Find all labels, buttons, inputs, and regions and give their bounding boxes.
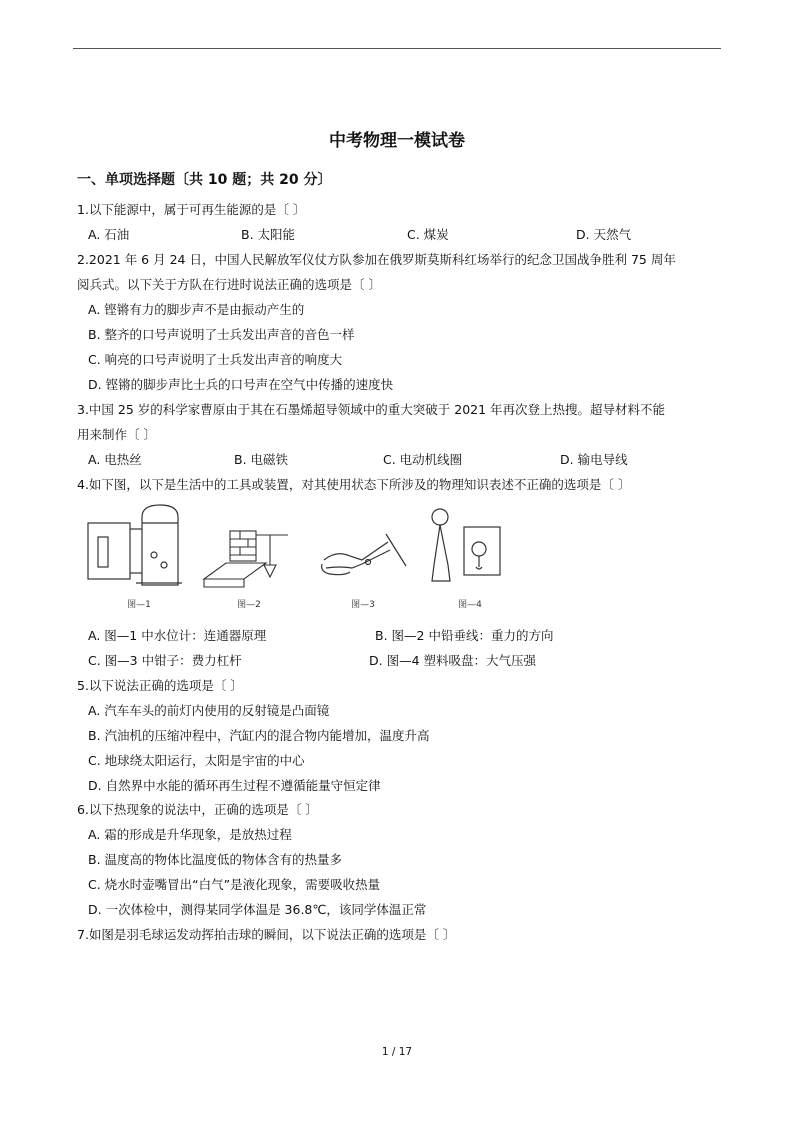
page-title: 中考物理一模试卷 xyxy=(329,131,465,151)
q4-option-b: B. 图—2 中铅垂线：重力的方向 xyxy=(375,628,554,643)
q6-option-c: C. 烧水时壶嘴冒出“白气”是液化现象，需要吸收热量 xyxy=(88,877,381,892)
question-1-stem: 1.以下能源中，属于可再生能源的是〔 〕 xyxy=(77,202,306,217)
q6-option-d: D. 一次体检中，测得某同学体温是 36.8℃，该同学体温正常 xyxy=(88,902,427,917)
q5-option-b: B. 汽油机的压缩冲程中，汽缸内的混合物内能增加，温度升高 xyxy=(88,728,430,743)
q1-option-c: C. 煤炭 xyxy=(407,227,449,242)
question-2-stem-line1: 2.2021 年 6 月 24 日，中国人民解放军仪仗方队参加在俄罗斯莫斯科红场举行的纪念卫国战争胜利 75 周年 xyxy=(77,252,676,267)
question-5-stem: 5.以下说法正确的选项是〔 〕 xyxy=(77,678,243,693)
q5-option-d: D. 自然界中水能的循环再生过程不遵循能量守恒定律 xyxy=(88,778,381,793)
figure-1-caption: 图—1 xyxy=(127,600,151,610)
q3-option-a: A. 电热丝 xyxy=(88,452,142,467)
q2-option-c: C. 响亮的口号声说明了士兵发出声音的响度大 xyxy=(88,352,343,367)
figure-3-pliers xyxy=(316,520,412,590)
section-heading: 一、单项选择题〔共 10 题；共 20 分〕 xyxy=(77,172,332,188)
question-2-stem-line2: 阅兵式。以下关于方队在行进时说法正确的选项是〔 〕 xyxy=(77,277,381,292)
q1-option-a: A. 石油 xyxy=(88,227,130,242)
q4-option-c: C. 图—3 中钳子：费力杠杆 xyxy=(88,653,242,668)
q2-option-a: A. 铿锵有力的脚步声不是由振动产生的 xyxy=(88,302,305,317)
q1-option-b: B. 太阳能 xyxy=(241,227,296,242)
question-7-stem: 7.如图是羽毛球运发动挥拍击球的瞬间，以下说法正确的选项是〔 〕 xyxy=(77,927,456,942)
page-number: 1 / 17 xyxy=(381,1046,413,1058)
q3-option-d: D. 输电导线 xyxy=(560,452,628,467)
figure-2-caption: 图—2 xyxy=(237,600,261,610)
q6-option-b: B. 温度高的物体比温度低的物体含有的热量多 xyxy=(88,852,343,867)
figure-3-caption: 图—3 xyxy=(351,600,375,610)
question-4-stem: 4.如下图，以下是生活中的工具或装置，对其使用状态下所涉及的物理知识表述不正确的选项是〔 〕 xyxy=(77,477,631,492)
figure-2-plumb-line xyxy=(200,527,292,593)
figure-4-caption: 图—4 xyxy=(458,600,482,610)
q1-option-d: D. 天然气 xyxy=(576,227,632,242)
q4-option-d: D. 图—4 塑料吸盘：大气压强 xyxy=(369,653,536,668)
q6-option-a: A. 霜的形成是升华现象，是放热过程 xyxy=(88,827,292,842)
question-6-stem: 6.以下热现象的说法中，正确的选项是〔 〕 xyxy=(77,802,318,817)
q3-option-b: B. 电磁铁 xyxy=(234,452,289,467)
question-3-stem-line1: 3.中国 25 岁的科学家曹原由于其在石墨烯超导领域中的重大突破于 2021 年再次登上热搜。超导材料不能 xyxy=(77,402,666,417)
q5-option-c: C. 地球绕太阳运行，太阳是宇宙的中心 xyxy=(88,753,305,768)
question-3-stem-line2: 用来制作〔 〕 xyxy=(77,427,156,442)
q5-option-a: A. 汽车车头的前灯内使用的反射镜是凸面镜 xyxy=(88,703,330,718)
figure-4-suction-cup xyxy=(424,505,506,591)
figure-1-water-gauge xyxy=(84,503,186,591)
header-rule xyxy=(73,48,721,49)
q4-option-a: A. 图—1 中水位计：连通器原理 xyxy=(88,628,267,643)
q2-option-b: B. 整齐的口号声说明了士兵发出声音的音色一样 xyxy=(88,327,355,342)
q2-option-d: D. 铿锵的脚步声比士兵的口号声在空气中传播的速度快 xyxy=(88,377,394,392)
q3-option-c: C. 电动机线圈 xyxy=(383,452,463,467)
